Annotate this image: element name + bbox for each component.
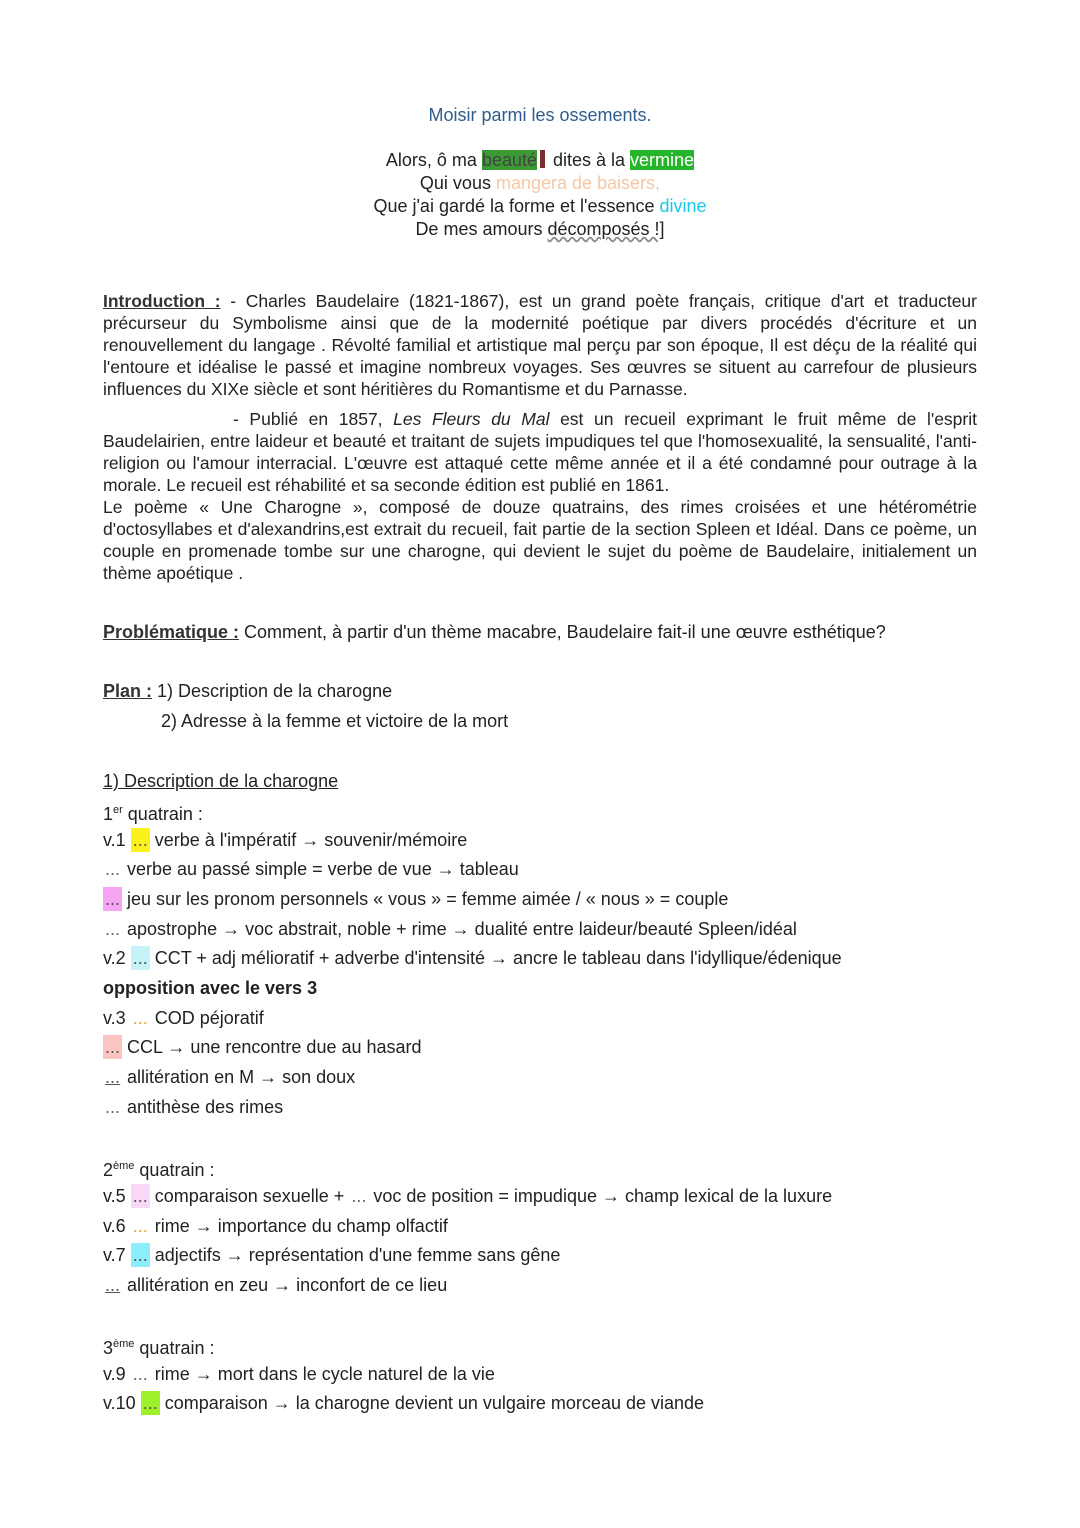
note-line: ... apostrophe → voc abstrait, noble + rime → dualité entre laideur/beauté Spleen/idéal xyxy=(105,919,797,939)
poem-line-3: Que j'ai gardé la forme et l'essence divine xyxy=(373,196,707,216)
color-marker: ... xyxy=(132,948,148,968)
color-marker: ... xyxy=(105,889,121,909)
color-marker: ... xyxy=(142,1393,158,1413)
note-line: ... verbe au passé simple = verbe de vue → tableau xyxy=(105,859,519,879)
introduction-paragraph: Introduction : - Charles Baudelaire (1821-1867), est un grand poète français, critique d'art et traducteur précurseur du Symbolisme ainsi que de la modernité poétique par divers procédés d'écriture et un renouvellement du langage . Révolté familial et artistique mal perçu par son époque, Il est déçu de la réalité qui l'entoure et idéalise le passé et imagine nombreux voyages. Ses œuvres se situent au carrefour de plusieurs influences du XIXe siècle et sont héritières du Romantisme et du Parnasse. xyxy=(103,291,977,399)
plan: Plan : 1) Description de la charogne xyxy=(103,681,393,701)
poem-line-2: Qui vous mangera de baisers, xyxy=(419,173,661,193)
color-marker: ... xyxy=(105,859,121,879)
problematique: Problématique : Comment, à partir d'un thème macabre, Baudelaire fait-il une œuvre esthétique? xyxy=(103,622,886,642)
note-line: v.1 ... verbe à l'impératif → souvenir/mémoire xyxy=(103,830,468,850)
note-line-bold: opposition avec le vers 3 xyxy=(103,978,318,998)
color-marker: ... xyxy=(132,1216,148,1236)
note-line: v.7 ... adjectifs → représentation d'une femme sans gêne xyxy=(103,1245,561,1265)
color-marker: ... xyxy=(105,919,121,939)
color-marker: ... xyxy=(105,1275,121,1295)
book-title: Les Fleurs du Mal xyxy=(393,409,550,429)
note-line: ... allitération en zeu → inconfort de ce lieu xyxy=(105,1275,448,1295)
quatrain-3-label: 3ème quatrain : xyxy=(103,1338,215,1358)
problematique-label: Problématique : xyxy=(103,622,240,642)
color-marker: ... xyxy=(132,1186,148,1206)
note-line: v.10 ... comparaison → la charogne devient un vulgaire morceau de viande xyxy=(103,1393,705,1413)
note-line: v.2 ... CCT + adj mélioratif + adverbe d'intensité → ancre le tableau dans l'idyllique/édenique xyxy=(103,948,842,968)
quatrain-2-label: 2ème quatrain : xyxy=(103,1160,215,1180)
color-marker: ... xyxy=(132,1008,148,1028)
poem-title: Moisir parmi les ossements. xyxy=(428,105,652,125)
color-marker: ... xyxy=(132,830,148,850)
highlight-vermine: vermine xyxy=(630,150,695,170)
highlight-beaute: beauté xyxy=(481,150,537,170)
color-marker: ... xyxy=(105,1067,121,1087)
note-line: v.5 ... comparaison sexuelle + ... voc de position = impudique → champ lexical de la luxure xyxy=(103,1186,833,1206)
note-line: ... allitération en M → son doux xyxy=(105,1067,356,1087)
poem-line-1: Alors, ô ma beauté dites à la vermine xyxy=(385,150,695,170)
introduction-paragraph-2: - Publié en 1857, Les Fleurs du Mal est un recueil exprimant le fruit même de l'esprit Baudelairien, entre laideur et beauté et traitant de sujets impudiques tel que l'homosexualité, la sensualité, l'anti-religion ou l'amour interracial. L'œuvre est attaqué cette même année et il a été condamné pour outrage à la morale. Le recueil est réhabilité et sa seconde édition est publié en 1861. Le poème « Une Charogne », composé de douze quatrains, des rimes croisées et une hétérométrie d'octosyllabes et d'alexandrins,est extrait du recueil, fait partie de la section Spleen et Idéal. Dans ce poème, un couple en promenade tombe sur une charogne, qui devient le sujet du poème de Baudelaire, initialement un thème apoétique . xyxy=(103,409,977,583)
note-line: v.3 ... COD péjoratif xyxy=(103,1008,264,1028)
poem-excerpt xyxy=(0,149,1080,241)
note-line: ... CCL → une rencontre due au hasard xyxy=(105,1037,422,1057)
plan-item-2: 2) Adresse à la femme et victoire de la mort xyxy=(161,711,509,731)
section-heading: 1) Description de la charogne xyxy=(103,771,339,791)
note-line: v.9 ... rime → mort dans le cycle naturel de la vie xyxy=(103,1364,495,1384)
bar-mark xyxy=(540,150,545,168)
color-marker: ... xyxy=(105,1037,121,1057)
color-marker: ... xyxy=(105,1097,121,1117)
quatrain-1-label: 1er quatrain : xyxy=(103,804,203,824)
color-marker: ... xyxy=(351,1186,367,1206)
color-marker: ... xyxy=(132,1364,148,1384)
poem-line-4: De mes amours décomposés !] xyxy=(415,219,665,239)
note-line: ... antithèse des rimes xyxy=(105,1097,284,1117)
introduction-label: Introduction : xyxy=(103,291,221,311)
note-line: v.6 ... rime → importance du champ olfactif xyxy=(103,1216,448,1236)
color-marker: ... xyxy=(132,1245,148,1265)
note-line: ... jeu sur les pronom personnels « vous » = femme aimée / « nous » = couple xyxy=(105,889,729,909)
plan-label: Plan : xyxy=(103,681,153,701)
